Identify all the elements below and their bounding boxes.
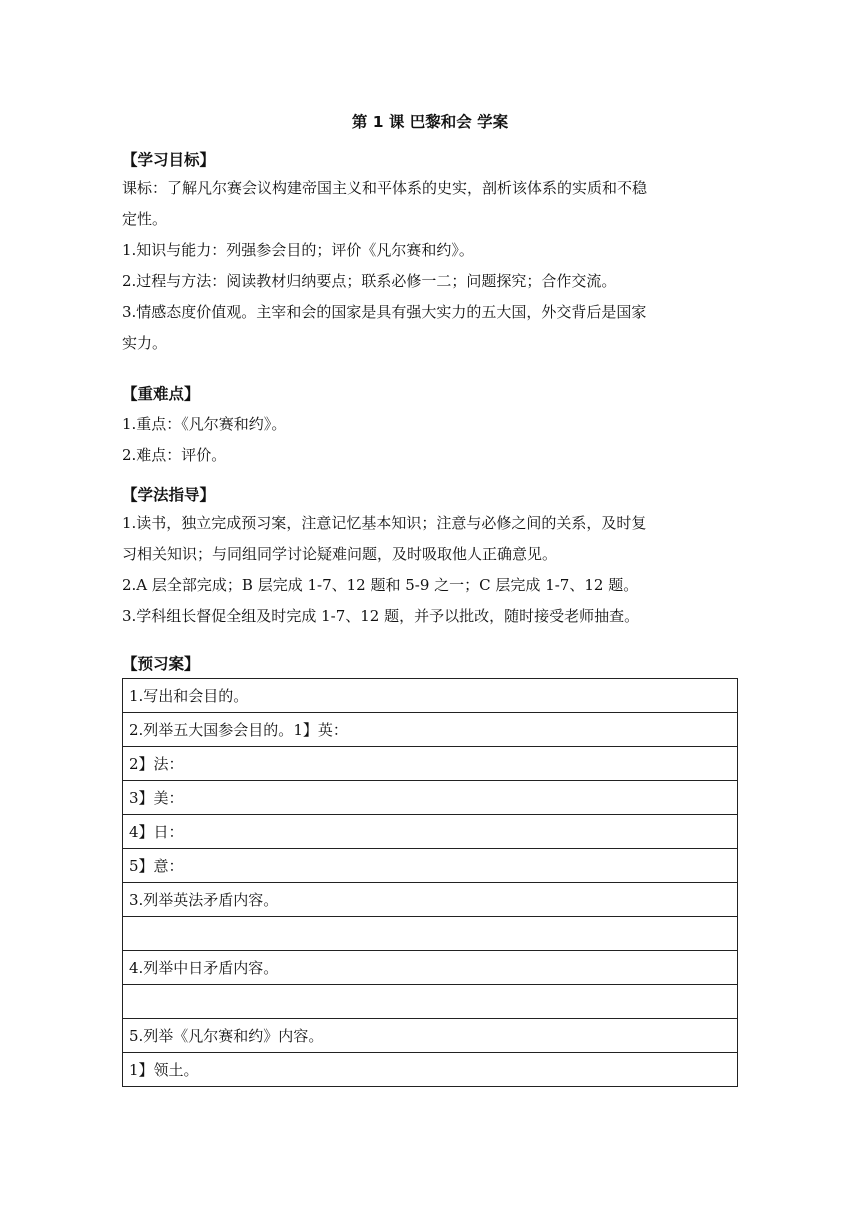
preview-row: 2】法： — [123, 747, 738, 781]
key-points-text — [122, 409, 738, 471]
preview-row: 2.列举五大国参会目的。1】英： — [123, 713, 738, 747]
goals-line: 3.情感态度价值观。主宰和会的国家是具有强大实力的五大国，外交背后是国家 — [122, 303, 647, 321]
heading-goals: 【学习目标】 — [122, 151, 216, 169]
preview-row: 4.列举中日矛盾内容。 — [123, 951, 738, 985]
page-title: 第 1 课 巴黎和会 学案 — [351, 113, 509, 131]
method-line: 3.学科组长督促全组及时完成 1-7、12 题，并予以批改，随时接受老师抽查。 — [122, 607, 640, 625]
preview-row: 5.列举《凡尔赛和约》内容。 — [123, 1019, 738, 1053]
goals-line: 课标：了解凡尔赛会议构建帝国主义和平体系的史实，剖析该体系的实质和不稳 — [122, 179, 648, 197]
goals-text — [122, 173, 738, 359]
heading-preview: 【预习案】 — [122, 655, 200, 673]
goals-line: 2.过程与方法：阅读教材归纳要点；联系必修一二；问题探究；合作交流。 — [122, 272, 617, 290]
goals-line: 实力。 — [122, 334, 168, 352]
preview-row: 3】美： — [123, 781, 738, 815]
preview-answer-row — [123, 985, 738, 1019]
preview-row: 3.列举英法矛盾内容。 — [123, 883, 738, 917]
preview-answer-row — [123, 917, 738, 951]
preview-row: 1.写出和会目的。 — [123, 679, 738, 713]
preview-row: 5】意： — [123, 849, 738, 883]
method-line: 习相关知识；与同组同学讨论疑难问题，及时吸取他人正确意见。 — [122, 545, 558, 563]
heading-key-points: 【重难点】 — [122, 385, 200, 403]
preview-table — [122, 678, 738, 1087]
key-point-line: 1.重点：《凡尔赛和约》。 — [122, 415, 287, 433]
preview-row: 1】领土。 — [123, 1053, 738, 1087]
preview-row: 4】日： — [123, 815, 738, 849]
method-line: 2.A 层全部完成；B 层完成 1-7、12 题和 5-9 之一；C 层完成 1-7、12 题。 — [122, 576, 639, 594]
method-text — [122, 508, 738, 632]
heading-method: 【学法指导】 — [122, 486, 216, 504]
method-line: 1.读书，独立完成预习案，注意记忆基本知识；注意与必修之间的关系，及时复 — [122, 514, 647, 532]
key-point-line: 2.难点：评价。 — [122, 446, 227, 464]
goals-line: 1.知识与能力：列强参会目的；评价《凡尔赛和约》。 — [122, 241, 474, 259]
goals-line: 定性。 — [122, 210, 168, 228]
